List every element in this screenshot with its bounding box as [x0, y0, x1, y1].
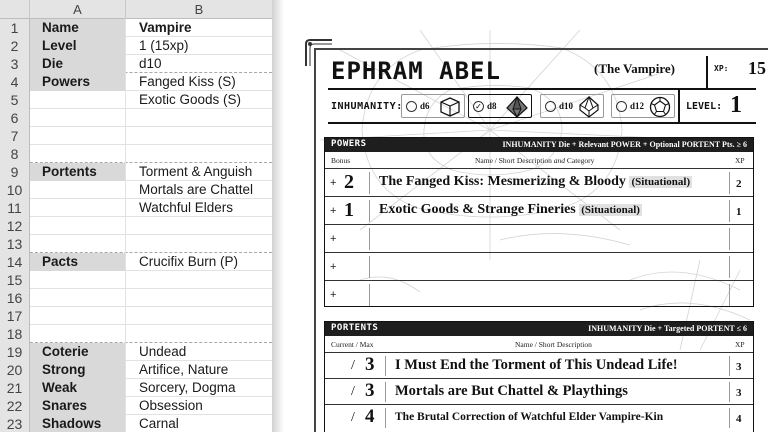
portents-rule: INHUMANITY Die + Targeted PORTENT ≤ 6 [588, 324, 747, 333]
row-header[interactable]: 18 [0, 325, 30, 343]
d10-icon [578, 96, 600, 118]
power-category: (Situational) [631, 176, 691, 188]
column-divider [729, 228, 730, 250]
sheet-row [0, 19, 272, 37]
col-description: Name / Short Description [515, 340, 592, 349]
row-header[interactable]: 11 [0, 199, 30, 217]
sheet-row [0, 127, 272, 145]
cell-a[interactable] [30, 307, 126, 325]
power-name: The Fanged Kiss: Mesmerizing & Bloody [379, 174, 626, 189]
sheet-row [0, 73, 272, 91]
powers-title: POWERS [331, 139, 367, 149]
sheet-row [0, 379, 272, 397]
inhumanity-label: INHUMANITY: [331, 101, 403, 112]
power-bonus[interactable]: 2 [344, 171, 354, 193]
cell-b[interactable]: Obsession [139, 398, 203, 413]
portent-name[interactable]: I Must End the Torment of This Undead Life! [395, 357, 678, 373]
col-current-max: Current / Max [331, 340, 374, 349]
cell-a[interactable]: Pacts [30, 253, 126, 271]
die-label: d8 [487, 101, 497, 111]
current-max-slash: / [351, 384, 355, 399]
cell-a[interactable]: Portents [30, 163, 126, 181]
sheet-row [0, 163, 272, 181]
xp-value[interactable]: 15 [748, 58, 766, 78]
plus-sign: + [330, 233, 337, 245]
sheet-row [0, 289, 272, 307]
sheet-row [0, 253, 272, 271]
sheet-row [0, 307, 272, 325]
cell-a[interactable] [30, 325, 126, 343]
row-header[interactable]: 14 [0, 253, 30, 271]
cell-b[interactable]: d10 [139, 56, 162, 71]
column-divider [729, 356, 730, 376]
cell-a[interactable] [30, 145, 126, 163]
powers-rule: INHUMANITY Die + Relevant POWER + Optional PORTENT Pts. ≥ 6 [502, 140, 747, 149]
radio-icon[interactable] [406, 101, 417, 112]
col-description-and: and [553, 156, 565, 165]
plus-sign: + [330, 261, 337, 273]
row-header[interactable]: 7 [0, 127, 30, 145]
row-header[interactable]: 19 [0, 343, 30, 361]
cell-b[interactable]: Mortals are Chattel [139, 182, 254, 197]
column-divider [369, 200, 370, 222]
name-divider [706, 56, 708, 89]
power-row[interactable] [325, 252, 753, 280]
row-header[interactable]: 17 [0, 307, 30, 325]
power-xp[interactable]: 1 [736, 206, 742, 218]
cell-b[interactable] [126, 145, 272, 163]
portent-row[interactable] [325, 404, 753, 430]
radio-icon[interactable] [545, 101, 556, 112]
power-row[interactable] [325, 280, 753, 308]
row-header[interactable]: 3 [0, 55, 30, 73]
sheet-row [0, 361, 272, 379]
cell-a[interactable] [30, 127, 126, 145]
level-label: LEVEL: [686, 101, 723, 112]
d12-icon [649, 96, 671, 118]
portents-title: PORTENTS [331, 323, 379, 333]
power-name-cell[interactable] [379, 202, 642, 218]
portent-name[interactable]: The Brutal Correction of Watchful Elder Vampire-Kin [395, 411, 664, 423]
portent-row[interactable] [325, 378, 753, 404]
power-row[interactable] [325, 168, 753, 196]
row-header[interactable]: 4 [0, 73, 30, 91]
cell-a[interactable]: Die [30, 55, 126, 73]
portents-section [324, 321, 754, 432]
power-rows [325, 168, 753, 308]
name-block [328, 56, 766, 90]
cell-b[interactable]: Torment & Anguish [139, 164, 253, 179]
power-category: (Situational) [581, 204, 640, 216]
sheet-row [0, 109, 272, 127]
cell-b[interactable] [126, 235, 272, 253]
cell-b[interactable]: Artifice, Nature [139, 362, 229, 377]
col-bonus: Bonus [331, 156, 351, 165]
power-bonus[interactable]: 1 [344, 199, 354, 221]
cell-a[interactable] [30, 91, 126, 109]
cell-a[interactable] [30, 181, 126, 199]
cell-a[interactable] [30, 271, 126, 289]
row-header[interactable]: 2 [0, 37, 30, 55]
select-all-corner[interactable] [0, 0, 30, 19]
cell-b[interactable] [126, 325, 272, 343]
row-header[interactable]: 15 [0, 271, 30, 289]
cell-a[interactable]: Coterie [30, 343, 126, 361]
column-divider [729, 172, 730, 194]
cell-a[interactable] [30, 235, 126, 253]
cell-a[interactable] [30, 109, 126, 127]
powers-header-bar [325, 138, 753, 152]
cell-a[interactable]: Name [30, 19, 126, 37]
sheet-edge-shadow [272, 0, 284, 432]
radio-icon[interactable] [616, 101, 627, 112]
column-divider [729, 200, 730, 222]
row-header[interactable]: 21 [0, 379, 30, 397]
row-header[interactable]: 6 [0, 109, 30, 127]
character-clan[interactable]: (The Vampire) [594, 61, 676, 76]
character-sheet [300, 30, 768, 432]
row-header[interactable]: 10 [0, 181, 30, 199]
row-header[interactable]: 20 [0, 361, 30, 379]
portent-xp[interactable]: 3 [736, 387, 742, 399]
portent-row[interactable] [325, 352, 753, 378]
sheet-row [0, 217, 272, 235]
portents-column-headers [325, 336, 753, 352]
inhumanity-row [328, 90, 756, 124]
plus-sign: + [330, 205, 337, 217]
d8-icon [506, 96, 528, 118]
sheet-row [0, 55, 272, 73]
die-label: d6 [420, 101, 430, 111]
plus-sign: + [330, 177, 337, 189]
row-header[interactable]: 12 [0, 217, 30, 235]
cell-b[interactable]: Exotic Goods (S) [139, 92, 242, 107]
sheet-row [0, 271, 272, 289]
portent-rows [325, 352, 753, 430]
sheet-row [0, 397, 272, 415]
col-description-pre: Name / Short Description [475, 156, 554, 165]
row-header[interactable]: 8 [0, 145, 30, 163]
level-value[interactable]: 1 [730, 92, 742, 118]
portent-max[interactable]: 3 [365, 354, 375, 375]
die-label: d12 [630, 101, 645, 111]
portents-header-bar [325, 322, 753, 336]
cell-a[interactable] [30, 217, 126, 235]
sheet-row [0, 91, 272, 109]
row-header[interactable]: 23 [0, 415, 30, 432]
column-divider [385, 356, 386, 376]
cell-b[interactable]: Crucifix Burn (P) [139, 254, 239, 269]
powers-section [324, 137, 754, 307]
xp-label: XP: [714, 64, 729, 73]
cell-a[interactable]: Shadows [30, 415, 126, 432]
row-header[interactable]: 16 [0, 289, 30, 307]
sheet-row [0, 415, 272, 432]
power-name: Exotic Goods & Strange Fineries [379, 202, 576, 217]
column-divider [385, 382, 386, 402]
row-header[interactable]: 22 [0, 397, 30, 415]
cell-b[interactable]: Carnal [139, 416, 179, 431]
sheet-row [0, 235, 272, 253]
column-header-a[interactable]: A [30, 0, 126, 19]
cell-a[interactable]: Weak [30, 379, 126, 397]
portent-max[interactable]: 3 [365, 380, 375, 401]
spreadsheet [0, 0, 272, 432]
cell-b[interactable] [126, 271, 272, 289]
current-max-slash: / [351, 358, 355, 373]
die-option-d12[interactable] [611, 94, 675, 118]
level-divider [678, 90, 680, 123]
portent-name[interactable]: Mortals are But Chattel & Playthings [395, 383, 628, 399]
sheet-row [0, 145, 272, 163]
portent-xp[interactable]: 4 [736, 413, 742, 425]
row-header[interactable]: 5 [0, 91, 30, 109]
portent-xp[interactable]: 3 [736, 361, 742, 373]
cell-a[interactable] [30, 289, 126, 307]
cell-b[interactable] [126, 127, 272, 145]
die-option-d10[interactable] [540, 94, 604, 118]
sheet-row [0, 199, 272, 217]
column-divider [729, 284, 730, 306]
cell-b[interactable]: Watchful Elders [139, 200, 234, 215]
power-row[interactable] [325, 224, 753, 252]
plus-sign: + [330, 289, 337, 301]
sheet-row [0, 343, 272, 361]
column-header-b[interactable]: B [194, 2, 204, 17]
column-divider [369, 228, 370, 250]
cell-b[interactable]: Vampire [139, 20, 192, 35]
sheet-row [0, 37, 272, 55]
cell-b[interactable] [126, 289, 272, 307]
cell-a[interactable]: Level [30, 37, 126, 55]
power-row[interactable] [325, 196, 753, 224]
sheet-row [0, 181, 272, 199]
cell-a[interactable]: Powers [30, 73, 126, 91]
portent-max[interactable]: 4 [365, 406, 375, 427]
sheet-row [0, 325, 272, 343]
cell-b[interactable] [126, 109, 272, 127]
column-divider [729, 256, 730, 278]
column-divider [369, 284, 370, 306]
die-option-d8[interactable] [468, 94, 532, 118]
radio-checked-icon[interactable]: ✓ [473, 101, 484, 112]
d6-icon [439, 96, 461, 118]
cell-b[interactable] [126, 307, 272, 325]
row-header[interactable]: 13 [0, 235, 30, 253]
cell-a[interactable]: Snares [30, 397, 126, 415]
current-max-slash: / [351, 410, 355, 425]
cell-b[interactable]: 1 (15xp) [139, 38, 189, 53]
power-xp[interactable]: 2 [736, 178, 742, 190]
col-description [475, 156, 594, 165]
power-name-cell[interactable] [379, 174, 692, 190]
cell-b[interactable]: Sorcery, Dogma [139, 380, 236, 395]
column-divider [729, 408, 730, 428]
col-xp: XP [735, 156, 745, 165]
column-divider [729, 382, 730, 402]
cell-b[interactable]: Undead [139, 344, 187, 359]
cell-b[interactable]: Fanged Kiss (S) [139, 74, 236, 89]
column-header-bar [0, 0, 272, 19]
die-option-d6[interactable] [401, 94, 465, 118]
cell-a[interactable] [30, 199, 126, 217]
col-description-post: Category [565, 156, 595, 165]
cell-a[interactable]: Strong [30, 361, 126, 379]
col-xp: XP [735, 340, 745, 349]
powers-column-headers [325, 152, 753, 168]
row-header[interactable]: 1 [0, 19, 30, 37]
character-name[interactable]: EPHRAM ABEL [331, 57, 501, 85]
column-divider [369, 172, 370, 194]
column-divider [385, 408, 386, 428]
row-header[interactable]: 9 [0, 163, 30, 181]
die-label: d10 [559, 101, 574, 111]
column-divider [369, 256, 370, 278]
cell-b[interactable] [126, 217, 272, 235]
